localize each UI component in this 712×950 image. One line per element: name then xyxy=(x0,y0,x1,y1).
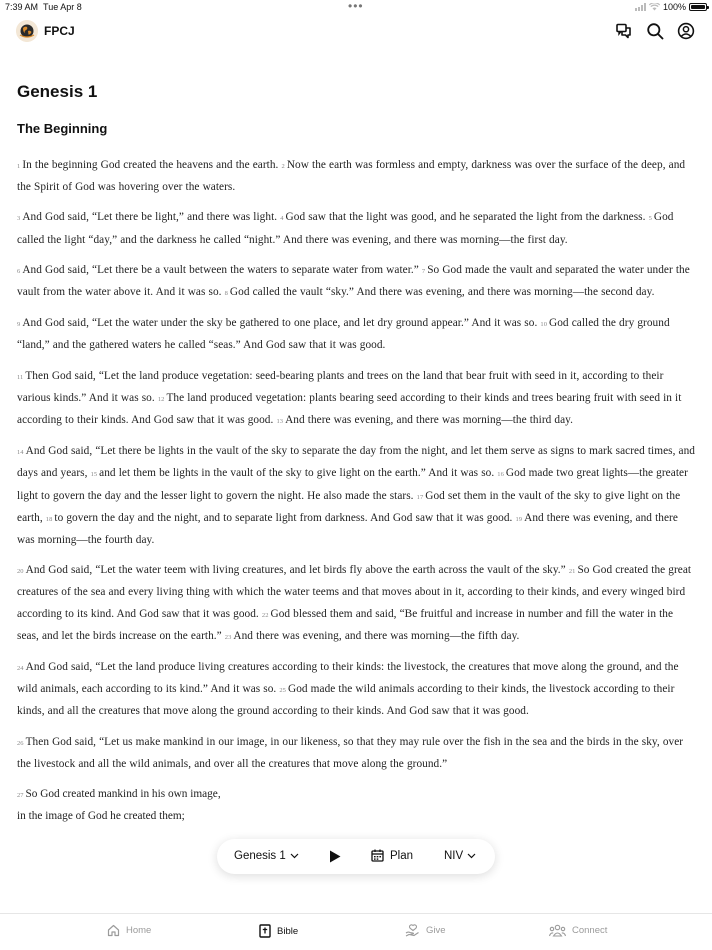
verse-text[interactable]: So God created the great creatures of the sea and every living thing with which the water teems and that moves about in it, according to their kinds, and every winged bird according to its kind. And God saw that it was good. xyxy=(17,564,692,620)
play-icon[interactable] xyxy=(329,850,341,863)
verse-text[interactable]: The land produced vegetation: plants bearing seed according to their kinds and trees bearing fruit with seed in it according to their kinds. And God saw that it was good. xyxy=(17,391,682,427)
tab-give-label: Give xyxy=(426,925,446,936)
verse-number[interactable]: 16 xyxy=(497,471,504,479)
verse-text[interactable]: to govern the day and the night, and to separate light from darkness. And God saw that it was good. xyxy=(54,511,513,524)
paragraph xyxy=(17,732,697,775)
chevron-down-icon xyxy=(290,853,299,859)
paragraph xyxy=(17,657,697,723)
status-bar xyxy=(0,0,712,14)
paragraph xyxy=(17,366,697,433)
passage xyxy=(17,155,697,827)
verse-text[interactable]: God made the wild animals according to their kinds, the livestock according to their kinds, and all the creatures that move along the ground according to their kinds. And God saw that it was good. xyxy=(17,683,675,718)
chapter-title: Genesis 1 xyxy=(17,82,98,101)
give-icon xyxy=(405,924,420,937)
bible-icon xyxy=(259,924,271,938)
verse-number[interactable]: 17 xyxy=(416,493,424,501)
verse-text[interactable]: God called the light “day,” and the darkness he called “night.” And there was evening, and there was morning—the first day. xyxy=(17,211,674,246)
verse-text[interactable]: And God said, “Let there be lights in the vault of the sky to separate the day from the night, and let them serve as signs to mark sacred times, and days and years, xyxy=(17,445,695,480)
verse-number[interactable]: 5 xyxy=(648,215,652,223)
verse-text[interactable]: And there was evening, and there was morning—the fourth day. xyxy=(17,511,678,547)
status-time xyxy=(5,2,82,12)
paragraph xyxy=(17,441,697,551)
tab-connect-label: Connect xyxy=(572,925,608,936)
chapter-content[interactable] xyxy=(17,82,697,912)
verse-text[interactable]: And God said, “Let there be a vault between the waters to separate water from water.” xyxy=(22,263,419,276)
verse-text[interactable]: Then God said, “Let the land produce vegetation: seed-bearing plants and trees on the land that bear fruit with seed in it, according to their various kinds.” And it was so. xyxy=(17,369,664,404)
verse-number[interactable]: 18 xyxy=(45,515,53,523)
verse-text[interactable]: God called the vault “sky.” And there was evening, and there was morning—the second day. xyxy=(229,286,655,299)
battery-icon xyxy=(689,3,707,11)
verse-text[interactable]: And there was evening, and there was morning—the fifth day. xyxy=(233,629,520,642)
paragraph xyxy=(17,155,697,198)
connect-icon xyxy=(549,924,566,937)
verse-number[interactable]: 3 xyxy=(17,215,21,223)
app-name: FPCJ xyxy=(44,24,75,38)
chevron-down-icon xyxy=(467,853,476,859)
tab-bible-label: Bible xyxy=(277,925,299,937)
verse-number[interactable]: 26 xyxy=(17,739,24,747)
verse-number[interactable]: 19 xyxy=(515,515,523,523)
verse-number[interactable]: 27 xyxy=(17,792,24,800)
verse-number[interactable]: 1 xyxy=(17,163,21,170)
globe-logo-icon xyxy=(16,20,38,42)
verse-number[interactable]: 8 xyxy=(224,290,228,298)
tab-bible[interactable] xyxy=(259,924,298,938)
verse-text[interactable]: God called the dry ground “land,” and the gathered waters he called “seas.” And God saw that it was good. xyxy=(17,317,670,352)
chat-icon[interactable] xyxy=(615,22,633,40)
verse-text[interactable]: And God said, “Let the water teem with living creatures, and let birds fly above the earth across the vault of the sky.” xyxy=(25,564,566,577)
verse-number[interactable]: 11 xyxy=(17,373,24,381)
verse-number[interactable]: 20 xyxy=(17,568,24,576)
search-icon[interactable] xyxy=(646,22,664,40)
tab-connect[interactable] xyxy=(549,924,607,937)
paragraph xyxy=(17,207,697,250)
status-indicators xyxy=(635,2,707,12)
tab-home[interactable] xyxy=(107,924,151,937)
version-selector[interactable] xyxy=(444,850,476,862)
plan-label: Plan xyxy=(390,849,414,862)
verse-text[interactable]: Now the earth was formless and empty, darkness was over the surface of the deep, and the Spirit of God was hovering over the waters. xyxy=(17,159,686,194)
battery-percent: 100% xyxy=(662,2,686,12)
section-heading: The Beginning xyxy=(17,121,108,136)
verse-number[interactable]: 25 xyxy=(279,687,286,695)
cellular-signal-icon xyxy=(635,3,646,11)
tab-give[interactable] xyxy=(405,924,446,937)
verse-text[interactable]: God saw that the light was good, and he separated the light from the darkness. xyxy=(285,211,646,224)
multitasking-dots-icon[interactable]: ••• xyxy=(348,0,364,13)
verse-text[interactable]: In the beginning God created the heavens and the earth. xyxy=(22,159,279,171)
verse-number[interactable]: 7 xyxy=(421,267,426,275)
verse-text[interactable]: And God said, “Let the land produce living creatures according to their kinds: the livestock, the creatures that move along the ground, and the wild animals, each according to its kind.” And it was so. xyxy=(17,661,679,696)
account-icon[interactable] xyxy=(677,22,695,40)
paragraph xyxy=(17,260,697,304)
verse-text[interactable]: And God said, “Let there be light,” and there was light. xyxy=(22,211,278,224)
verse-text[interactable]: So God made the vault and separated the water under the vault from the water above it. And it was so. xyxy=(17,263,690,299)
poetry-block xyxy=(17,784,697,827)
verse-number[interactable]: 23 xyxy=(224,633,232,641)
verse-number[interactable]: 21 xyxy=(568,568,576,576)
verse-text[interactable]: So God created mankind in his own image, xyxy=(25,788,221,801)
verse-number[interactable]: 15 xyxy=(90,471,98,479)
calendar-icon xyxy=(371,849,384,862)
version-label: NIV xyxy=(444,850,464,862)
verse-text[interactable]: God made two great lights—the greater light to govern the day and the lesser light to govern the night. He also made the stars. xyxy=(17,467,688,502)
clock-date: Tue Apr 8 xyxy=(43,2,82,12)
verse-number[interactable]: 14 xyxy=(17,449,24,457)
chapter-selector[interactable] xyxy=(234,850,299,862)
verse-text[interactable]: And there was evening, and there was morning—the third day. xyxy=(285,414,574,427)
home-icon xyxy=(107,924,120,937)
verse-number[interactable]: 9 xyxy=(17,321,21,329)
paragraph xyxy=(17,560,697,648)
verse-number[interactable]: 22 xyxy=(261,611,269,619)
verse-text[interactable]: in the image of God he created them; xyxy=(17,810,185,823)
poetry-line xyxy=(17,784,697,806)
chapter-selector-label: Genesis 1 xyxy=(234,850,286,862)
verse-number[interactable]: 24 xyxy=(17,665,24,673)
reader-toolbar xyxy=(217,839,495,874)
tab-bar xyxy=(0,913,712,950)
verse-number[interactable]: 10 xyxy=(540,321,548,329)
plan-button[interactable] xyxy=(371,849,413,862)
verse-text[interactable]: and let them be lights in the vault of the sky to give light on the earth.” And it was so. xyxy=(99,467,495,480)
verse-number[interactable]: 6 xyxy=(17,267,21,275)
paragraph xyxy=(17,313,697,356)
tab-home-label: Home xyxy=(126,925,152,936)
poetry-line xyxy=(17,806,697,827)
clock-time: 7:39 AM xyxy=(5,2,39,12)
verse-text[interactable]: And God said, “Let the water under the sky be gathered to one place, and let dry ground appear.” And it was so. xyxy=(22,317,538,330)
app-header xyxy=(0,18,712,46)
verse-text[interactable]: God blessed them and said, “Be fruitful and increase in number and fill the water in the seas, and let the birds increase on the earth.” xyxy=(17,607,674,642)
verse-number[interactable]: 12 xyxy=(157,395,165,403)
verse-text[interactable]: God set them in the vault of the sky to give light on the earth, xyxy=(17,489,681,524)
verse-number[interactable]: 2 xyxy=(281,163,285,170)
verse-number[interactable]: 4 xyxy=(280,215,284,223)
verse-number[interactable]: 13 xyxy=(276,418,284,426)
battery-fill xyxy=(691,5,705,9)
church-logo[interactable] xyxy=(16,20,38,42)
wifi-icon xyxy=(649,3,660,11)
verse-text[interactable]: Then God said, “Let us make mankind in our image, in our likeness, so that they may rule over the fish in the sea and the birds in the sky, over the livestock and all the wild animals, and over all the creatures that move along the ground.” xyxy=(17,735,684,770)
